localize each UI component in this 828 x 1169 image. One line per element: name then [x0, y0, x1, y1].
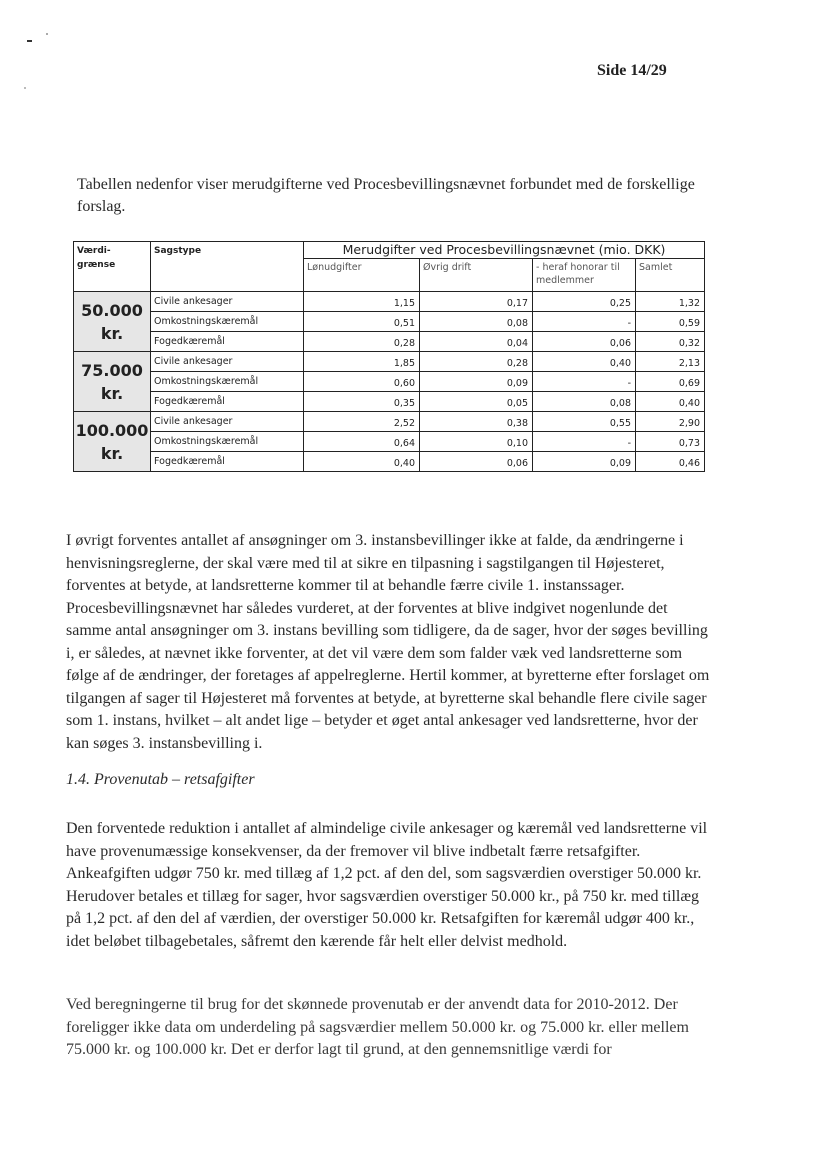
intro-paragraph: Tabellen nedenfor viser merudgifterne ved Procesbevillingsnævnet forbundet med de forskellige forslag. — [77, 176, 695, 215]
paragraph-revenue-loss: Den forventede reduktion i antallet af almindelige civile ankesager og kæremål ved landsretterne vil have provenumæssige konsekvenser, da der fremover vil blive indbetalt færre retsafgifter. Ankeafgiften udgør 750 kr. med tillæg af 1,2 pct. af den del, som sagsværdien overstiger 50.000 kr. Herudover betales et tillæg for sager, hvor sagsværdien overstiger 50.000 kr., på 750 kr. med tillæg på 1,2 pct. af den del af værdien, der overstiger 50.000 kr. Retsafgiften for kæremål udgør 400 kr., idet beløbet tilbagebetales, såfremt den kærende får helt eller delvist medhold. — [66, 820, 708, 950]
case-type-cell: Fogedkæremål — [151, 332, 304, 352]
table-row — [74, 352, 705, 372]
total-cell: 0,46 — [636, 452, 705, 472]
member-fees-cell: 0,55 — [533, 412, 636, 432]
paragraph-calculations: Ved beregningerne til brug for det skønnede provenutab er der anvendt data for 2010-2012. Der foreligger ikke data om underdeling på sagsværdier mellem 50.000 kr. og 75.000 kr. eller mellem 75.000 kr. og 100.000 kr. Det er derfor lagt til grund, at den gennemsnitlige værdi for — [66, 996, 689, 1058]
salary-cell: 0,60 — [304, 372, 420, 392]
table-row — [74, 392, 705, 412]
other-operations-cell: 0,06 — [420, 452, 533, 472]
header-member-fees: - heraf honorar til medlemmer — [533, 259, 636, 292]
total-cell: 0,40 — [636, 392, 705, 412]
member-fees-cell: 0,08 — [533, 392, 636, 412]
value-limit-cell: 50.000 kr. — [74, 292, 151, 352]
salary-cell: 0,40 — [304, 452, 420, 472]
total-cell: 0,32 — [636, 332, 705, 352]
other-operations-cell: 0,17 — [420, 292, 533, 312]
case-type-cell: Omkostningskæremål — [151, 372, 304, 392]
total-cell: 0,59 — [636, 312, 705, 332]
total-cell: 0,69 — [636, 372, 705, 392]
other-operations-cell: 0,05 — [420, 392, 533, 412]
other-operations-cell: 0,08 — [420, 312, 533, 332]
case-type-cell: Omkostningskæremål — [151, 312, 304, 332]
paragraph-applications: I øvrigt forventes antallet af ansøgninger om 3. instansbevillinger ikke at falde, da ændringerne i henvisningsreglerne, der skal være med til at sikre en tilpasning i sagstilgangen til Højesteret, forventes at betyde, at landsretterne kommer til at behandle færre civile 1. instanssager. Procesbevillingsnævnet har således vurderet, at der forventes at blive indgivet nogenlunde det samme antal ansøgninger om 3. instans bevilling som tidligere, da de sager, hvor der søges bevilling i, er således, at nævnet ikke forventer, at det vil være dem som falder væk ved landsretterne som følge af de ændringer, der foretages af appelreglerne. Hertil kommer, at byretterne efter forslaget om tilgangen af sager til Højesteret må forventes at betyde, at byretterne skal behandle flere civile sager som 1. instans, hvilket – alt andet lige – betyder et øget antal ankesager ved landsretterne, hvor der kan søges 3. instansbevilling i. — [66, 532, 710, 752]
member-fees-cell: 0,40 — [533, 352, 636, 372]
scan-mark — [27, 40, 32, 42]
other-operations-cell: 0,38 — [420, 412, 533, 432]
other-operations-cell: 0,04 — [420, 332, 533, 352]
table-title: Merudgifter ved Procesbevillingsnævnet (mio. DKK) — [304, 242, 705, 259]
header-other-operations: Øvrig drift — [420, 259, 533, 292]
case-type-cell: Omkostningskæremål — [151, 432, 304, 452]
value-limit-cell: 75.000 kr. — [74, 352, 151, 412]
other-operations-cell: 0,09 — [420, 372, 533, 392]
salary-cell: 0,35 — [304, 392, 420, 412]
salary-cell: 0,64 — [304, 432, 420, 452]
salary-cell: 1,15 — [304, 292, 420, 312]
page-number: Side 14/29 — [597, 62, 667, 79]
total-cell: 0,73 — [636, 432, 705, 452]
member-fees-cell: - — [533, 372, 636, 392]
total-cell: 2,13 — [636, 352, 705, 372]
header-value-limit: Værdi-grænse — [74, 242, 151, 292]
table-row — [74, 292, 705, 312]
case-type-cell: Fogedkæremål — [151, 452, 304, 472]
header-case-type: Sagstype — [151, 242, 304, 292]
salary-cell: 0,51 — [304, 312, 420, 332]
member-fees-cell: - — [533, 432, 636, 452]
table-row — [74, 412, 705, 432]
other-operations-cell: 0,28 — [420, 352, 533, 372]
table-row — [74, 312, 705, 332]
value-limit-cell: 100.000 kr. — [74, 412, 151, 472]
header-salary: Lønudgifter — [304, 259, 420, 292]
member-fees-cell: 0,06 — [533, 332, 636, 352]
case-type-cell: Civile ankesager — [151, 352, 304, 372]
other-operations-cell: 0,10 — [420, 432, 533, 452]
header-total: Samlet — [636, 259, 705, 292]
scan-mark — [24, 87, 26, 89]
salary-cell: 1,85 — [304, 352, 420, 372]
case-type-cell: Fogedkæremål — [151, 392, 304, 412]
case-type-cell: Civile ankesager — [151, 412, 304, 432]
member-fees-cell: - — [533, 312, 636, 332]
member-fees-cell: 0,09 — [533, 452, 636, 472]
salary-cell: 2,52 — [304, 412, 420, 432]
table-row — [74, 332, 705, 352]
section-heading: 1.4. Provenutab – retsafgifter — [66, 771, 255, 788]
table-row — [74, 372, 705, 392]
case-type-cell: Civile ankesager — [151, 292, 304, 312]
scan-mark — [46, 33, 48, 35]
total-cell: 1,32 — [636, 292, 705, 312]
total-cell: 2,90 — [636, 412, 705, 432]
salary-cell: 0,28 — [304, 332, 420, 352]
member-fees-cell: 0,25 — [533, 292, 636, 312]
expense-table — [73, 241, 705, 472]
table-row — [74, 432, 705, 452]
table-row — [74, 452, 705, 472]
